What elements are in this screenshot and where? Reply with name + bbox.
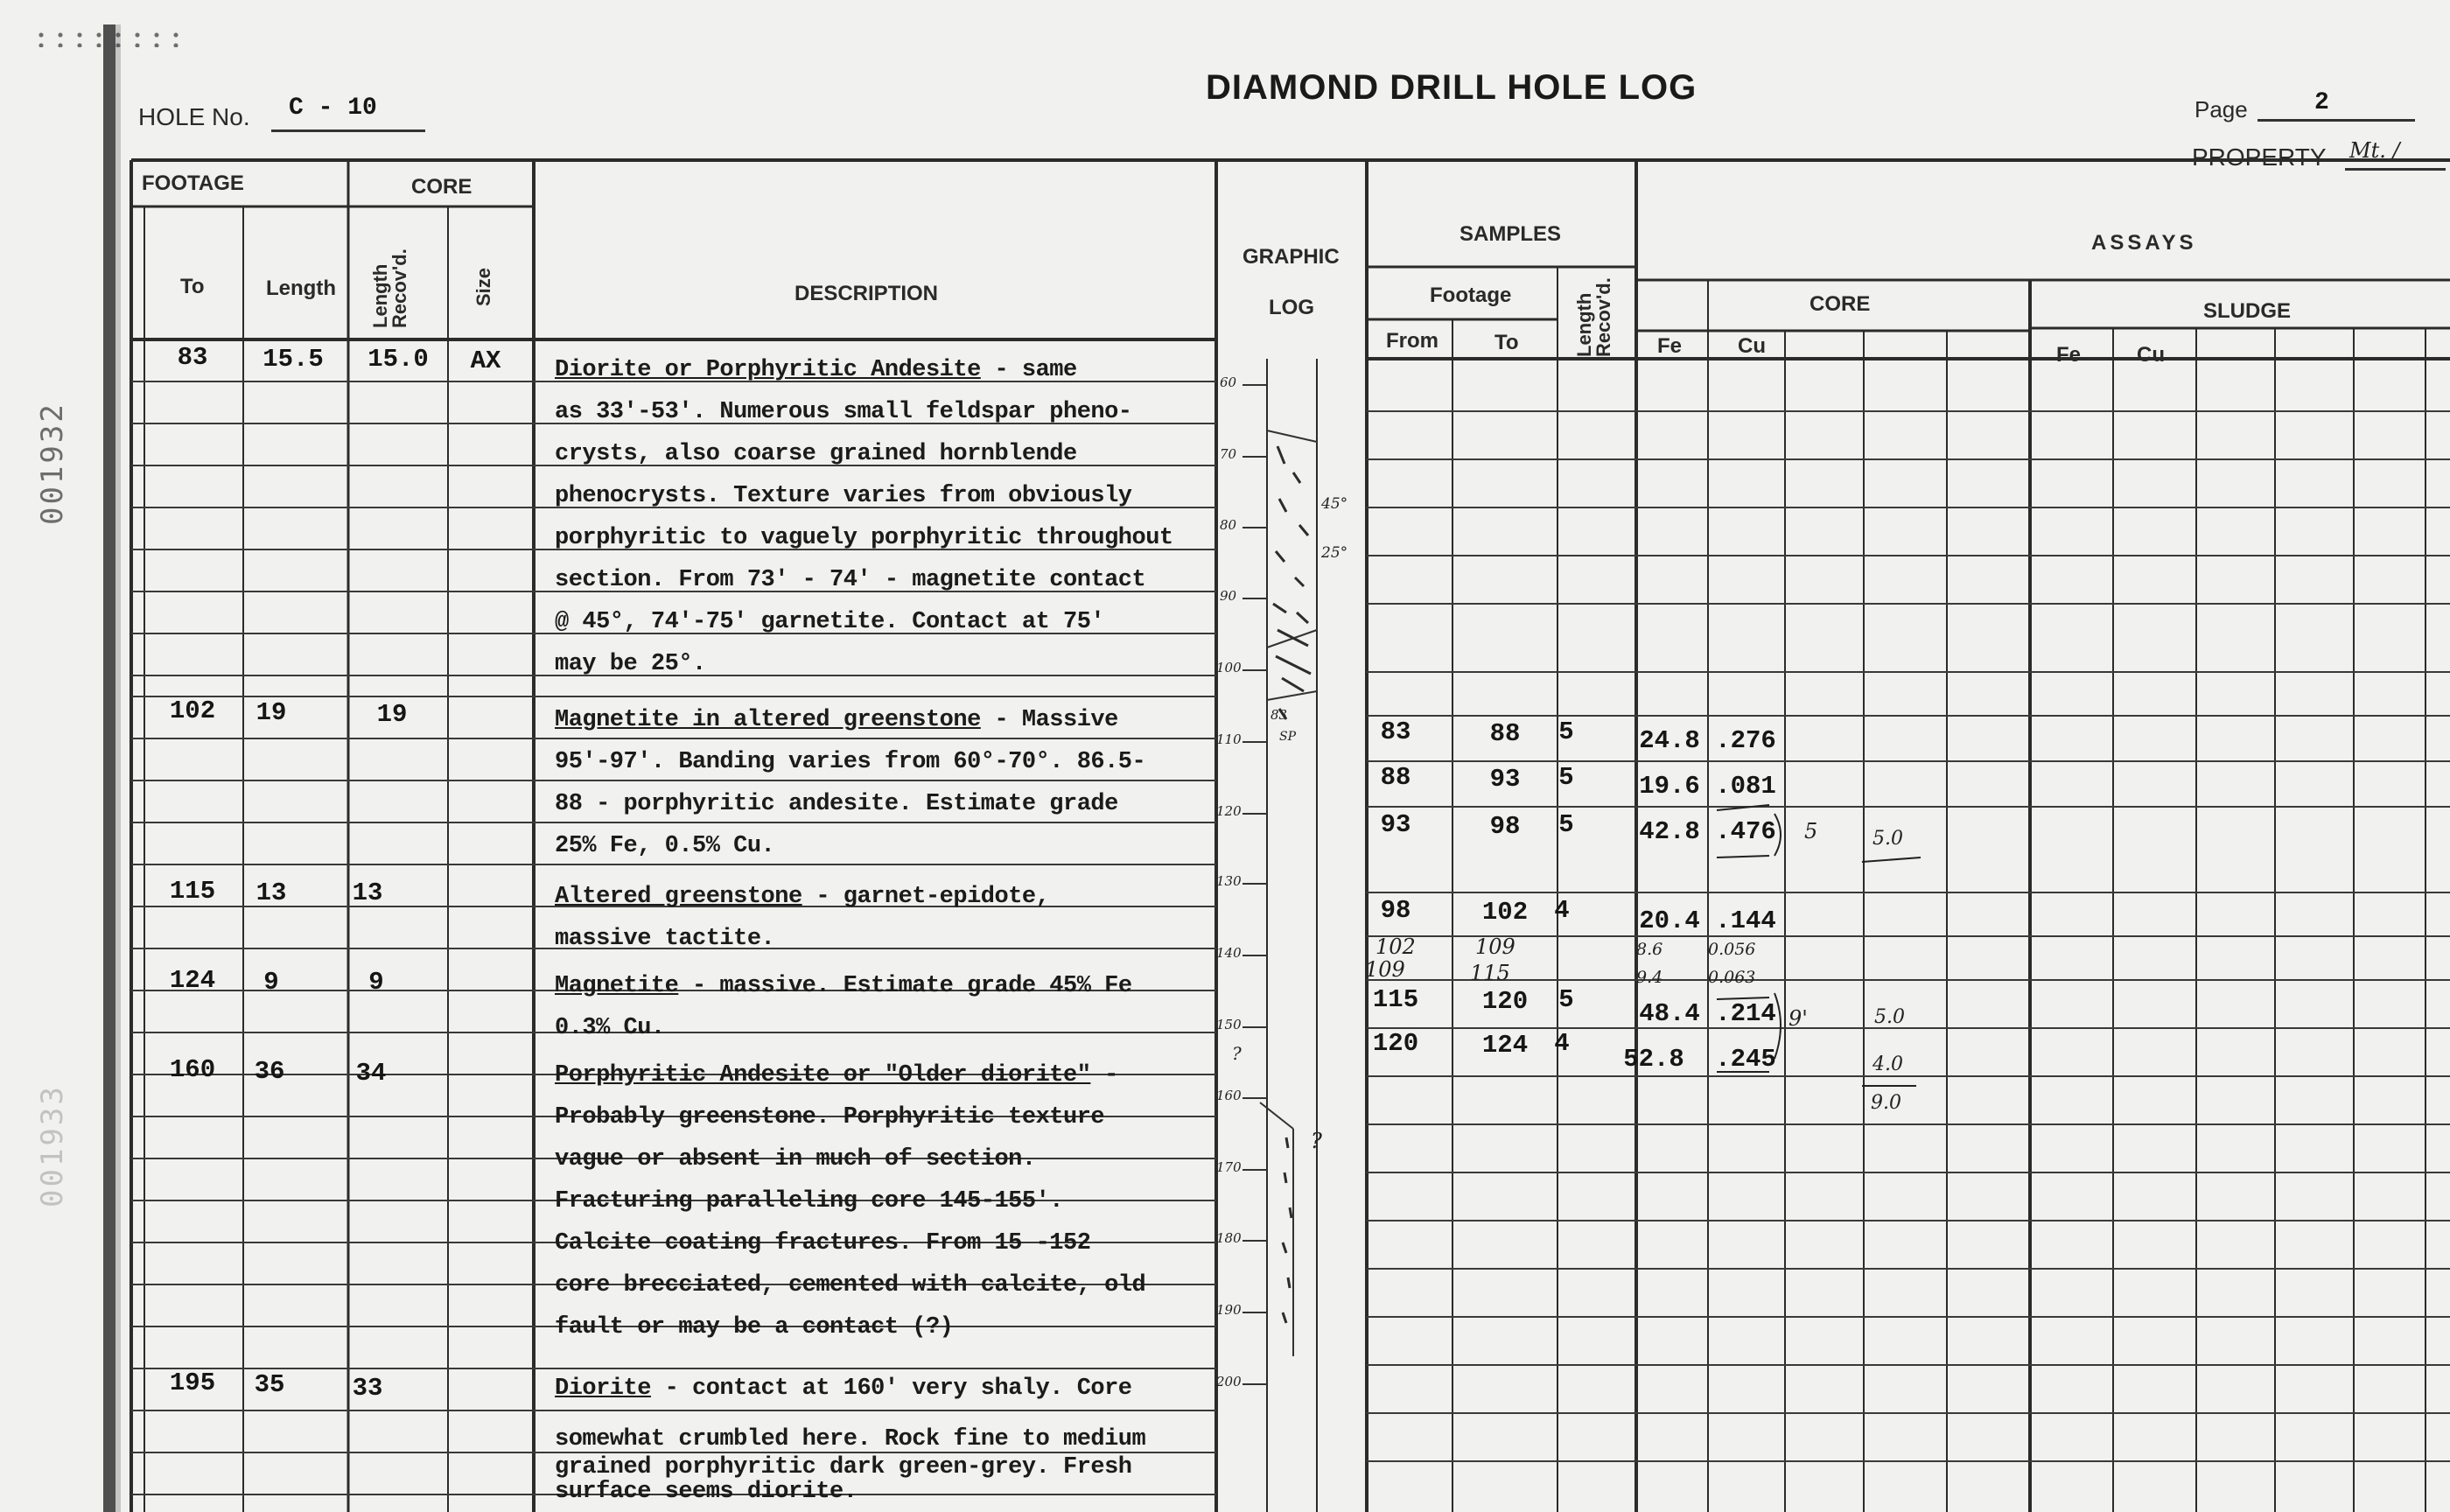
sample-fe: 52.8: [1623, 1045, 1684, 1074]
sample-recovd: 5: [1558, 985, 1574, 1014]
sample-cu: .081: [1715, 772, 1776, 801]
interval-recovd: 9: [368, 968, 384, 997]
interval-size: AX: [470, 346, 501, 375]
sample-to: 115: [1470, 961, 1510, 985]
sample-fe: 48.4: [1639, 999, 1700, 1028]
sample-from: 120: [1372, 1029, 1419, 1058]
interval-length: 36: [254, 1057, 285, 1086]
handwritten-note: 5.0: [1872, 828, 1903, 850]
depth-label: 130: [1216, 873, 1242, 889]
sample-cu: .276: [1715, 726, 1776, 755]
core-cu-header: Cu: [1738, 334, 1766, 358]
sample-fe: 8.6: [1636, 940, 1663, 959]
description-line: Probably greenstone. Porphyritic texture: [555, 1104, 1105, 1130]
depth-label: 100: [1216, 660, 1242, 676]
archive-stamp: 001932: [35, 402, 70, 525]
sample-fe: 19.6: [1639, 772, 1700, 801]
hole-number: C - 10: [289, 94, 377, 122]
sample-fe: 9.4: [1636, 968, 1663, 987]
depth-label: 150: [1216, 1017, 1242, 1032]
sample-to: 120: [1481, 987, 1529, 1016]
description-line: massive tactite.: [555, 926, 775, 952]
description-line: 95'-97'. Banding varies from 60°-70°. 86.5-: [555, 749, 1146, 775]
description-line: fault or may be a contact (?): [555, 1314, 954, 1340]
description-line: grained porphyritic dark green-grey. Fresh: [555, 1454, 1132, 1480]
sample-from-header: From: [1386, 329, 1438, 353]
sample-recovd: 5: [1558, 763, 1574, 792]
handwritten-note: 9.0: [1871, 1092, 1901, 1114]
sample-cu: .476: [1715, 817, 1776, 846]
assay-core-header: CORE: [1810, 292, 1871, 316]
hole-label: HOLE No.: [138, 103, 250, 130]
interval-recovd: 33: [352, 1374, 383, 1403]
description-line: core brecciated, cemented with calcite, old: [555, 1272, 1146, 1298]
depth-label: 160: [1216, 1088, 1242, 1103]
description-line: vague or absent in much of section.: [555, 1146, 1036, 1172]
description-line: Altered greenstone - garnet-epidote,: [555, 884, 1050, 910]
form-title: DIAMOND DRILL HOLE LOG: [1206, 68, 1698, 107]
handwritten-note: 5.0: [1874, 1006, 1905, 1028]
core-fe-header: Fe: [1657, 334, 1683, 358]
description-line: Magnetite in altered greenstone - Massive: [555, 707, 1118, 733]
log-angle-mark: 25°: [1321, 544, 1348, 562]
sample-fe: 42.8: [1639, 817, 1700, 846]
interval-recovd: 34: [355, 1059, 387, 1088]
footage-header: FOOTAGE: [142, 172, 244, 195]
sample-from: 115: [1372, 985, 1419, 1014]
sample-to: 102: [1481, 898, 1529, 927]
page-number: 2: [2314, 89, 2329, 116]
description-line: Magnetite - massive. Estimate grade 45% Fe: [555, 973, 1132, 999]
description-line: 25% Fe, 0.5% Cu.: [555, 833, 775, 859]
description-line: surface seems diorite.: [555, 1479, 858, 1505]
size-header: Size: [472, 267, 494, 306]
interval-length: 35: [254, 1370, 285, 1399]
depth-label: 200: [1216, 1374, 1242, 1390]
sample-to: 109: [1475, 934, 1516, 959]
to-header: To: [180, 275, 205, 298]
handwritten-note: 9': [1788, 1006, 1808, 1031]
depth-label: 60: [1220, 374, 1237, 390]
sample-recovd: 4: [1554, 896, 1570, 925]
depth-label: 110: [1216, 732, 1242, 747]
sample-recovd: 4: [1554, 1029, 1570, 1058]
interval-length: 19: [256, 698, 287, 727]
depth-label: 190: [1216, 1302, 1242, 1318]
interval-to: 195: [169, 1368, 216, 1397]
sludge-fe-header: Fe: [2056, 343, 2082, 367]
sample-from: 88: [1380, 763, 1411, 792]
description-line: Porphyritic Andesite or "Older diorite" -: [555, 1062, 1118, 1088]
sludge-cu-header: Cu: [2137, 343, 2165, 367]
length-header: Length: [266, 276, 336, 300]
sample-from: 83: [1380, 718, 1411, 746]
log-question-mark: ?: [1232, 1043, 1242, 1064]
sample-recovd: 5: [1558, 810, 1574, 839]
depth-label: 80: [1220, 517, 1237, 533]
description-line: as 33'-53'. Numerous small feldspar pheno-: [555, 399, 1132, 425]
sample-cu: 0.056: [1708, 940, 1756, 959]
description-line: porphyritic to vaguely porphyritic throughout: [555, 525, 1173, 551]
sample-cu: .245: [1715, 1045, 1776, 1074]
property-label: PROPERTY: [2192, 144, 2327, 171]
description-header: DESCRIPTION: [794, 282, 939, 305]
sample-to: 93: [1489, 765, 1521, 794]
interval-to: 83: [177, 343, 208, 372]
interval-length: 9: [263, 968, 279, 997]
description-line: somewhat crumbled here. Rock fine to medium: [555, 1426, 1146, 1452]
description-line: Diorite or Porphyritic Andesite - same: [555, 357, 1077, 383]
depth-label: 120: [1216, 803, 1242, 819]
sample-cu: .144: [1715, 906, 1776, 935]
description-line: 88 - porphyritic andesite. Estimate grade: [555, 791, 1118, 817]
interval-recovd: 13: [352, 878, 383, 907]
interval-length: 13: [256, 878, 287, 907]
interval-recovd: 15.0: [368, 345, 429, 374]
log-mark: 83: [1270, 707, 1288, 723]
sample-recovd-header: Length Recov'd.: [1573, 277, 1614, 357]
description-line: crysts, also coarse grained hornblende: [555, 441, 1077, 467]
log-angle-mark: 45°: [1321, 495, 1348, 513]
core-header: CORE: [411, 175, 472, 199]
description-line: Diorite - contact at 160' very shaly. Core: [555, 1376, 1132, 1402]
description-line: 0.3% Cu.: [555, 1015, 665, 1041]
sample-to: 124: [1481, 1031, 1529, 1060]
log-mark: SP: [1279, 730, 1297, 744]
log-question-mark: ?: [1311, 1129, 1322, 1153]
sample-cu: 0.063: [1708, 968, 1756, 987]
sample-from: 102: [1376, 934, 1416, 959]
interval-to: 102: [169, 696, 216, 725]
graphic-header: GRAPHIC: [1242, 245, 1340, 269]
handwritten-note: 5: [1804, 819, 1818, 844]
sample-to: 98: [1489, 812, 1521, 841]
sample-from: 93: [1380, 810, 1411, 839]
sample-to: 88: [1489, 719, 1521, 748]
description-line: section. From 73' - 74' - magnetite contact: [555, 567, 1146, 593]
sample-fe: 20.4: [1639, 906, 1700, 935]
interval-to: 160: [169, 1055, 216, 1084]
samples-header: SAMPLES: [1460, 222, 1562, 246]
handwritten-note: 4.0: [1872, 1054, 1903, 1075]
archive-stamp-faint: 001933: [35, 1084, 70, 1208]
interval-recovd: 19: [376, 700, 408, 729]
sample-from: 98: [1380, 896, 1411, 925]
sample-from: 109: [1365, 957, 1405, 982]
interval-length: 15.5: [262, 345, 324, 374]
depth-label: 140: [1216, 945, 1242, 961]
description-line: Calcite coating fractures. From 15 -152: [555, 1230, 1091, 1256]
property-value: Mt. /: [2349, 138, 2400, 163]
depth-label: 180: [1216, 1230, 1242, 1246]
description-line: phenocrysts. Texture varies from obviously: [555, 483, 1132, 509]
depth-label: 90: [1220, 588, 1237, 604]
page-label: Page: [2194, 96, 2248, 122]
description-line: Fracturing paralleling core 145-155'.: [555, 1188, 1063, 1214]
interval-to: 115: [169, 877, 216, 906]
assays-header: ASSAYS: [2091, 231, 2197, 255]
description-line: @ 45°, 74'-75' garnetite. Contact at 75': [555, 609, 1105, 635]
depth-label: 70: [1220, 446, 1237, 462]
sample-fe: 24.8: [1639, 726, 1700, 755]
log-header: LOG: [1269, 296, 1314, 319]
depth-label: 170: [1216, 1159, 1242, 1175]
sample-to-header: To: [1494, 331, 1519, 354]
sample-cu: .214: [1715, 999, 1776, 1028]
sample-footage-header: Footage: [1430, 284, 1512, 307]
description-line: may be 25°.: [555, 651, 706, 677]
interval-to: 124: [169, 966, 216, 995]
sludge-header: SLUDGE: [2203, 299, 2292, 323]
sample-recovd: 5: [1558, 718, 1574, 746]
length-recovd-header: Length Recov'd.: [369, 248, 410, 328]
